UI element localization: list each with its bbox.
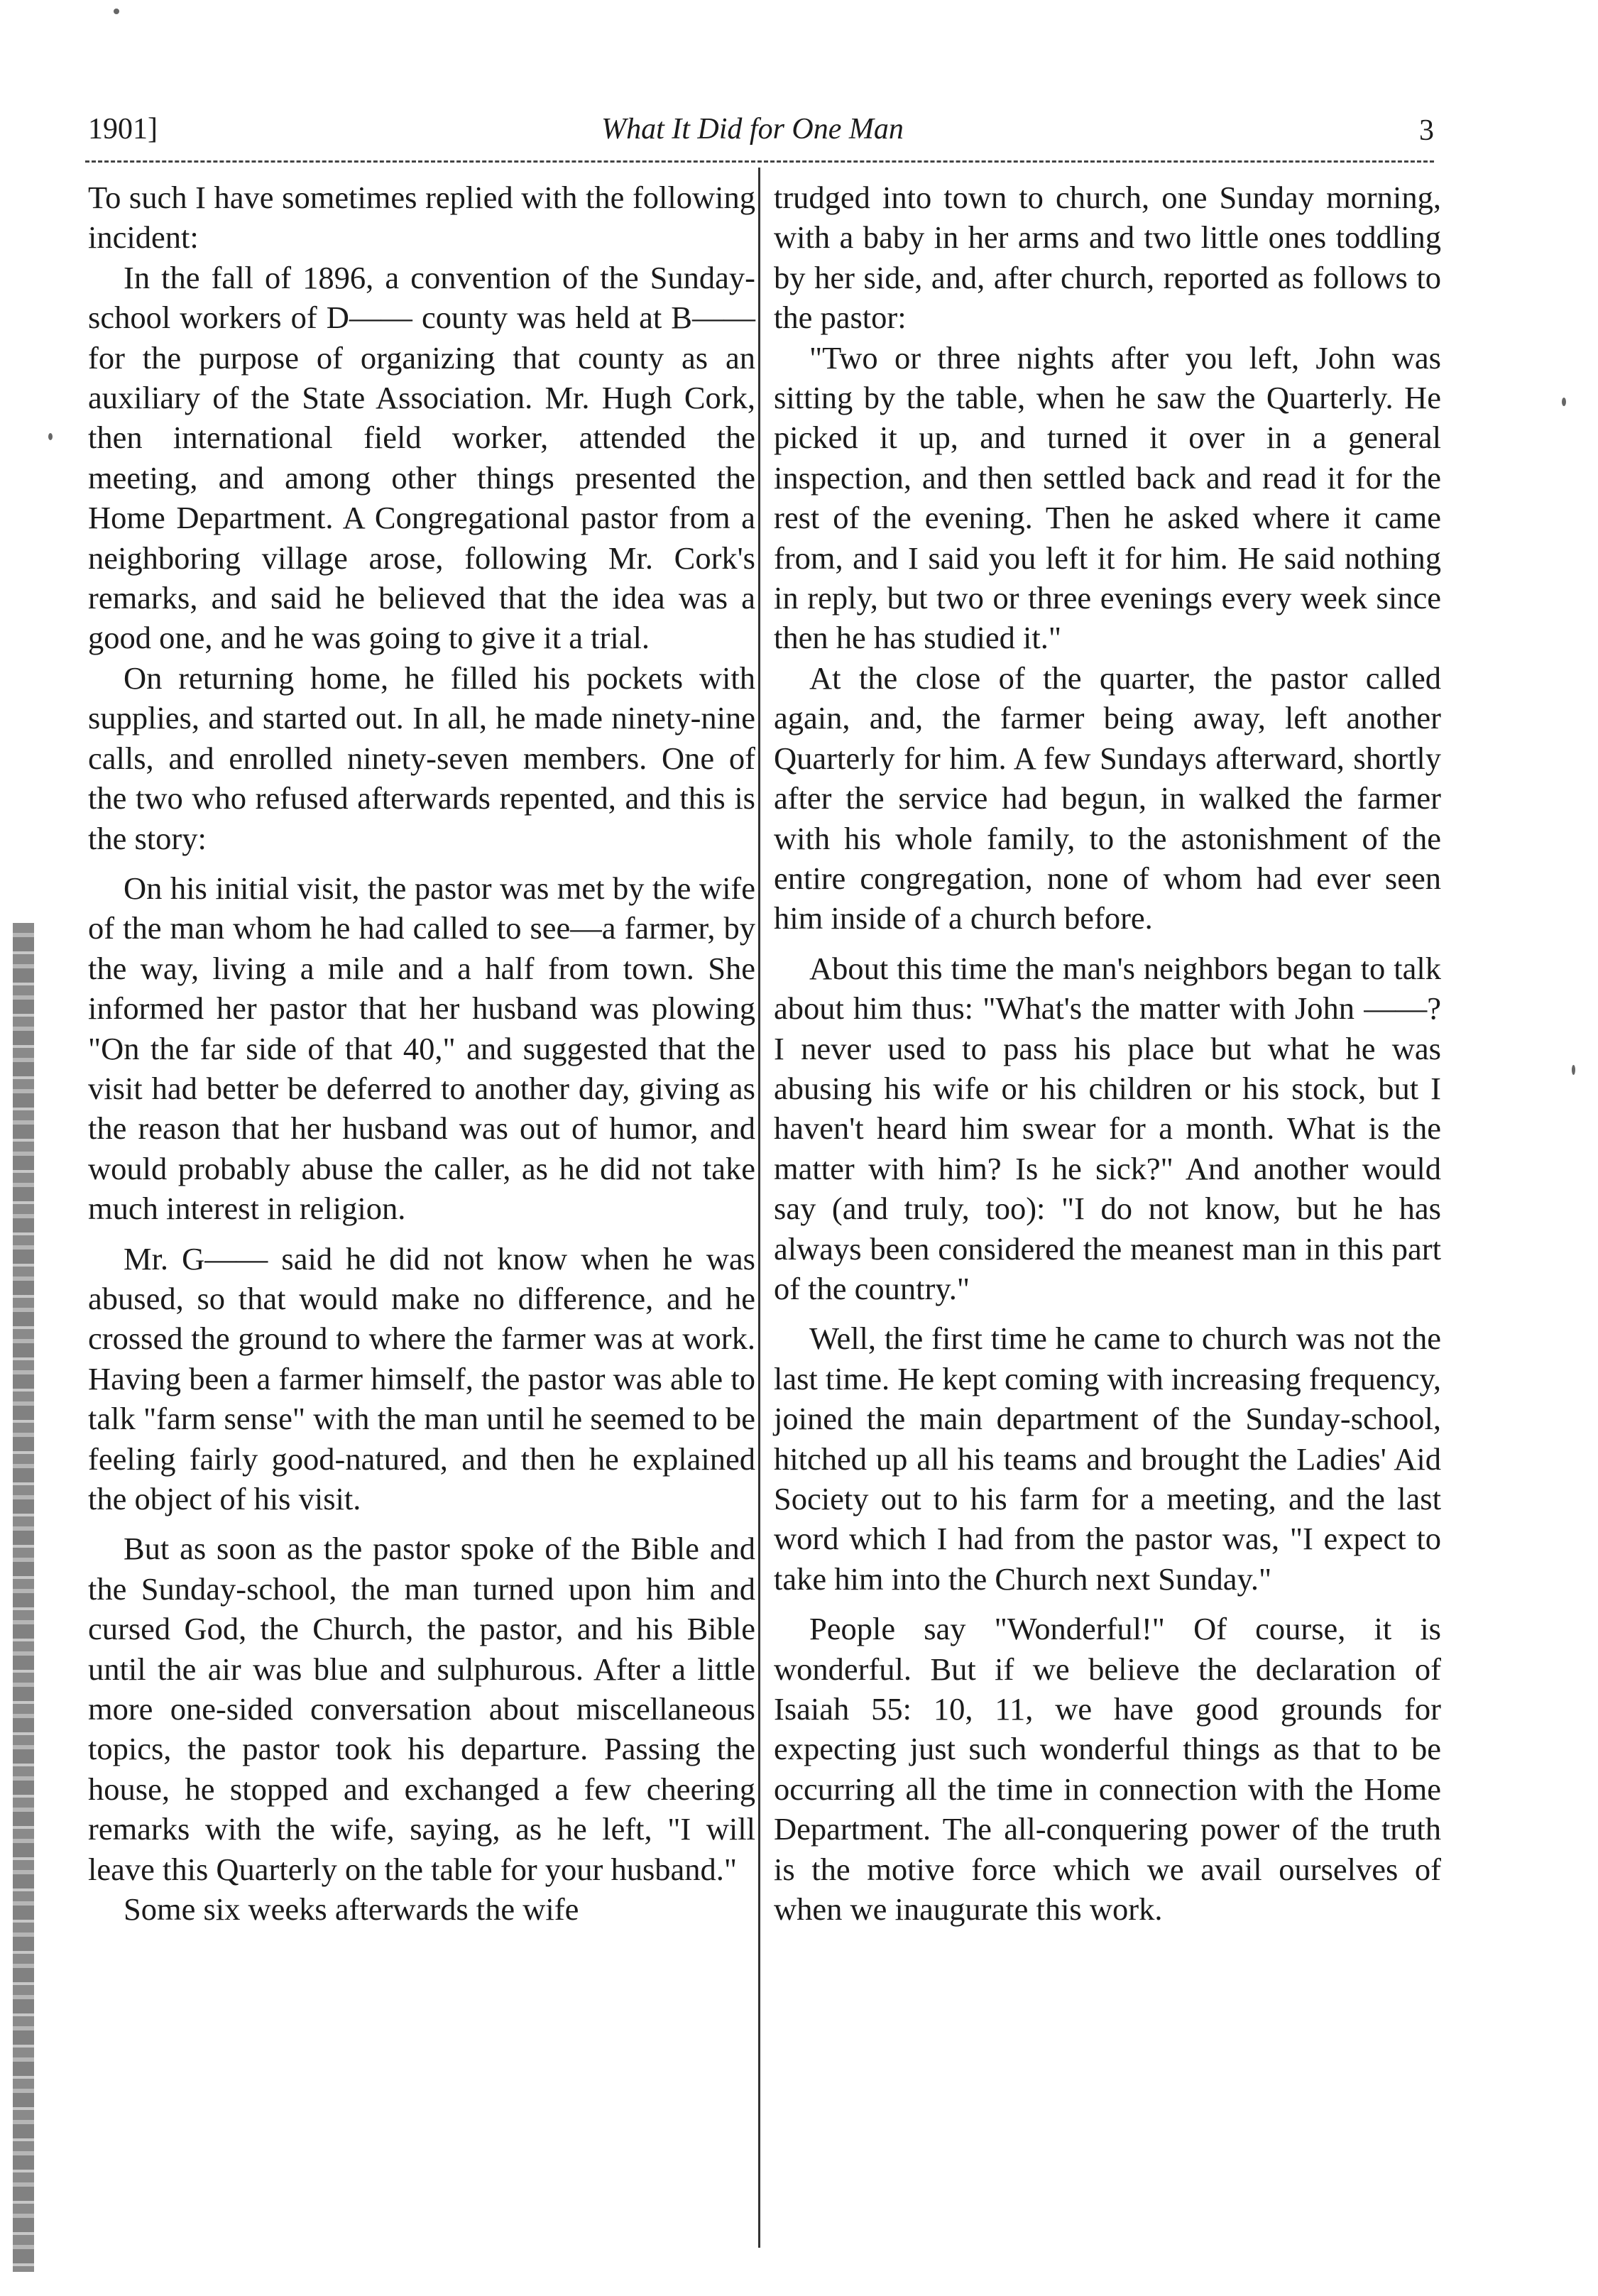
left-column <box>88 177 755 1929</box>
paragraph: About this time the man's neighbors began to talk about him thus: "What's the matter with John ——? I never used to pass his place but what he was abusing his wife or his children or his stock, but I haven't heard him swear for a month. What is the matter with him? Is he sick?" And another would say (and truly, too): "I do not know, but he has always been considered the meanest man in this part of the country." <box>774 950 1441 1306</box>
header-year: 1901] <box>88 113 158 146</box>
scan-speck <box>114 9 119 14</box>
paragraph: People say "Wonderful!" Of course, it is wonderful. But if we believe the declaration of Isaiah 55: 10, 11, we have good grounds for expecting just such wonderful things as that to be occurring all the time in connection with the Home Department. The all-conquering power of the truth is the motive force which we avail ourselves of when we inaugurate this work. <box>774 1611 1441 1928</box>
header-rule <box>85 160 1434 163</box>
scan-speck <box>1572 1065 1575 1075</box>
scan-speck <box>48 433 53 440</box>
paragraph: Some six weeks afterwards the wife <box>124 1891 579 1928</box>
paragraph: Well, the first time he came to church was not the last time. He kept coming with increasing frequency, joined the main department of the Sunday-school, hitched up all his teams and brought the Ladies' Aid Society out to his farm for a meeting, and the last word which I had from the pastor was, "I expect to take him into the Church next Sunday." <box>774 1321 1441 1597</box>
paragraph: In the fall of 1896, a convention of the Sunday-school workers of D—— county was held at B—— for the purpose of organizing that county as an auxiliary of the State Association. Mr. Hugh Cork, then international field worker, attended the meeting, and among other things presented the Home Department. A Congregational pastor from a neighboring village arose, following Mr. Cork's remarks, and said he believed that the idea was a good one, and he was going to give it a trial. <box>88 259 755 656</box>
paragraph: trudged into town to church, one Sunday morning, with a baby in her arms and two little ones toddling by her side, and, after church, reported as follows to the pastor: <box>774 180 1441 336</box>
paragraph: But as soon as the pastor spoke of the Bible and the Sunday-school, the man turned upon him and cursed God, the Church, the pastor, and his Bible until the air was blue and sulphurous. After a little more one-sided conversation about miscellaneous topics, the pastor took his departure. Passing the house, he stopped and exchanged a few cheering remarks with the wife, saying, as he left, "I will leave this Quarterly on the table for your husband." <box>88 1531 755 1887</box>
right-column <box>774 177 1441 1929</box>
scan-speck <box>1562 398 1566 406</box>
column-divider <box>758 168 760 2248</box>
paragraph: On returning home, he filled his pockets with supplies, and started out. In all, he made ninety-nine calls, and enrolled ninety-seven members. One of the two who refused afterwards repented, and this is the story: <box>88 660 755 856</box>
paragraph: On his initial visit, the pastor was met by the wife of the man whom he had called to see—a farmer, by the way, living a mile and a half from town. She informed her pastor that her husband was plowing "On the far side of that 40," and suggested that the visit had better be deferred to another day, giving as the reason that her husband was out of humor, and would probably abuse the caller, as he did not take much interest in religion. <box>88 870 755 1227</box>
paragraph: To such I have sometimes replied with the following incident: <box>88 180 755 256</box>
running-head <box>71 112 1434 155</box>
scan-margin-strip <box>13 923 34 2272</box>
paragraph: At the close of the quarter, the pastor called again, and, the farmer being away, left another Quarterly for him. A few Sundays afterward, shortly after the service had begun, in walked the farmer with his whole family, to the astonishment of the entire congregation, none of whom had ever seen him inside of a church before. <box>774 660 1441 936</box>
paragraph: Mr. G—— said he did not know when he was abused, so that would make no difference, and he crossed the ground to where the farmer was at work. Having been a farmer himself, the pastor was able to talk "farm sense" with the man until he seemed to be feeling fairly good-natured, and then he explained the object of his visit. <box>88 1240 755 1516</box>
page-number: 3 <box>1419 114 1434 147</box>
header-title: What It Did for One Man <box>601 113 904 146</box>
paragraph: "Two or three nights after you left, John was sitting by the table, when he saw the Quarterly. He picked it up, and turned it over in a general inspection, and then settled back and read it for the rest of the evening. Then he asked where it came from, and I said you left it for him. He said nothing in reply, but two or three evenings every week since then he has studied it." <box>774 339 1441 656</box>
